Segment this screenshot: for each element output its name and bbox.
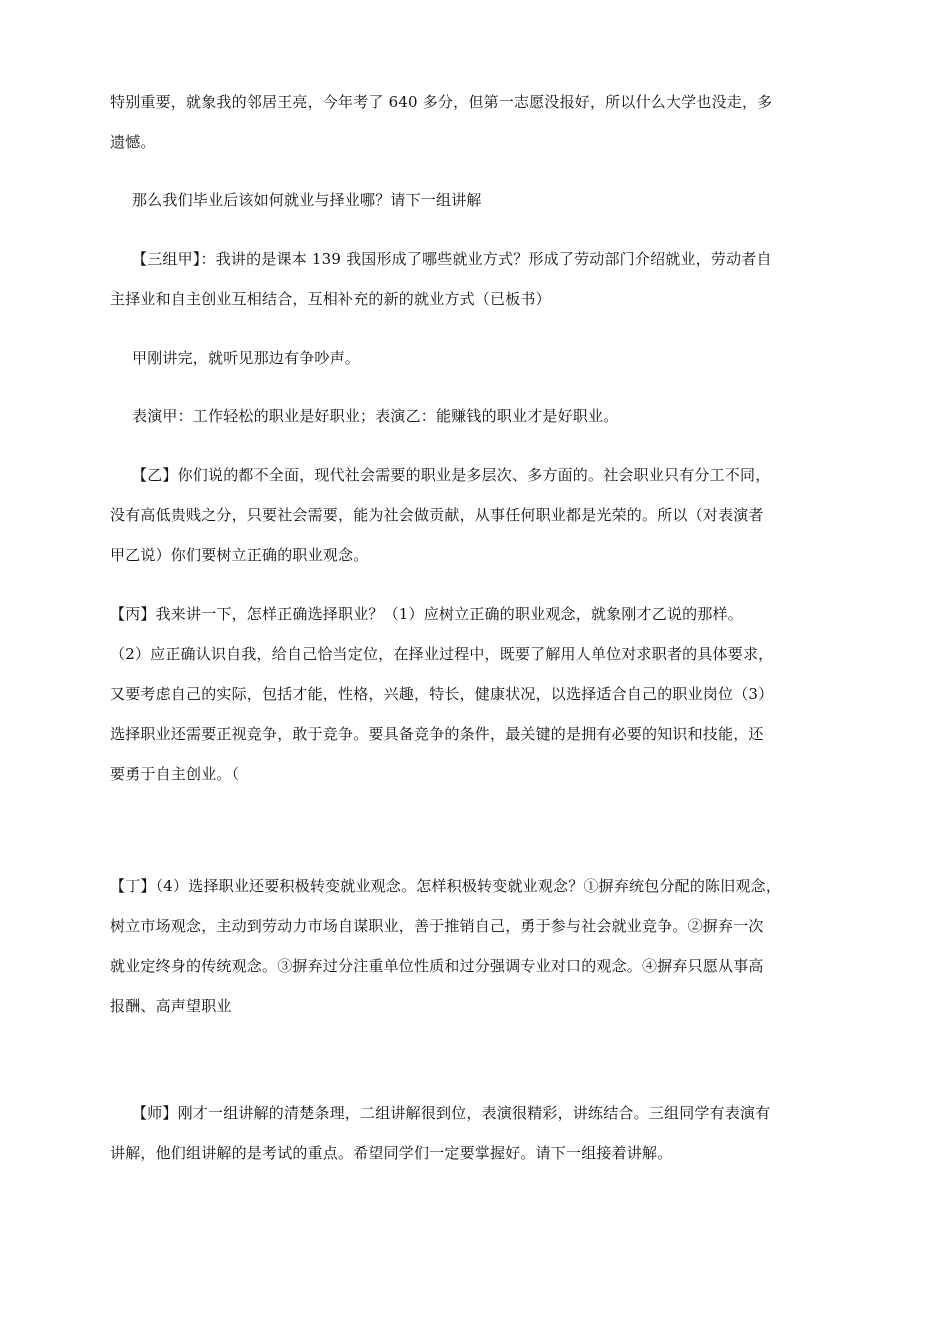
paragraph-5-line-1: 表演甲：工作轻松的职业是好职业；表演乙：能赚钱的职业才是好职业。 <box>132 407 619 425</box>
paragraph-9-line-2: 讲解，他们组讲解的是考试的重点。希望同学们一定要掌握好。请下一组接着讲解。 <box>110 1144 673 1162</box>
paragraph-1-line-2: 遗憾。 <box>110 133 156 151</box>
paragraph-7-line-3: 又要考虑自己的实际，包括才能，性格，兴趣，特长，健康状况，以选择适合自己的职业岗位（3） <box>110 685 774 703</box>
paragraph-8-line-2: 树立市场观念，主动到劳动力市场自谋职业，善于推销自己，勇于参与社会就业竞争。②摒弃一次 <box>110 917 764 935</box>
paragraph-1-line-1: 特别重要，就象我的邻居王亮，今年考了 640 多分，但第一志愿没报好，所以什么大学也没走，多 <box>110 93 773 111</box>
paragraph-7-line-1: 【丙】我来讲一下，怎样正确选择职业？（1）应树立正确的职业观念，就象刚才乙说的那样。 <box>110 605 743 623</box>
paragraph-2-line-1: 那么我们毕业后该如何就业与择业哪？请下一组讲解 <box>132 191 482 209</box>
paragraph-8-line-1: 【丁】（4）选择职业还要积极转变就业观念。怎样积极转变就业观念？①摒弃统包分配的陈旧观念， <box>110 877 782 895</box>
paragraph-6-line-3: 甲乙说）你们要树立正确的职业观念。 <box>110 546 369 564</box>
paragraph-8-line-4: 报酬、高声望职业 <box>110 997 232 1015</box>
paragraph-6-line-2: 没有高低贵贱之分，只要社会需要，能为社会做贡献，从事任何职业都是光荣的。所以（对表演者 <box>110 506 764 524</box>
paragraph-6-line-1: 【乙】你们说的都不全面，现代社会需要的职业是多层次、多方面的。社会职业只有分工不同， <box>132 466 771 484</box>
paragraph-8-line-3: 就业定终身的传统观念。③摒弃过分注重单位性质和过分强调专业对口的观念。④摒弃只愿从事高 <box>110 957 764 975</box>
paragraph-3-line-2: 主择业和自主创业互相结合，互相补充的新的就业方式（已板书） <box>110 290 551 308</box>
paragraph-3-line-1: 【三组甲】：我讲的是课本 139 我国形成了哪些就业方式？形成了劳动部门介绍就业，劳动者自 <box>132 250 772 268</box>
paragraph-7-line-4: 选择职业还需要正视竞争，敢于竞争。要具备竞争的条件，最关键的是拥有必要的知识和技能，还 <box>110 725 764 743</box>
paragraph-7-line-2: （2）应正确认识自我，给自己恰当定位，在择业过程中，既要了解用人单位对求职者的具体要求， <box>110 645 774 663</box>
paragraph-7-line-5: 要勇于自主创业。（ <box>110 765 240 783</box>
paragraph-4-line-1: 甲刚讲完，就听见那边有争吵声。 <box>132 349 361 367</box>
paragraph-9-line-1: 【师】刚才一组讲解的清楚条理，二组讲解很到位，表演很精彩，讲练结合。三组同学有表演有 <box>132 1104 771 1122</box>
